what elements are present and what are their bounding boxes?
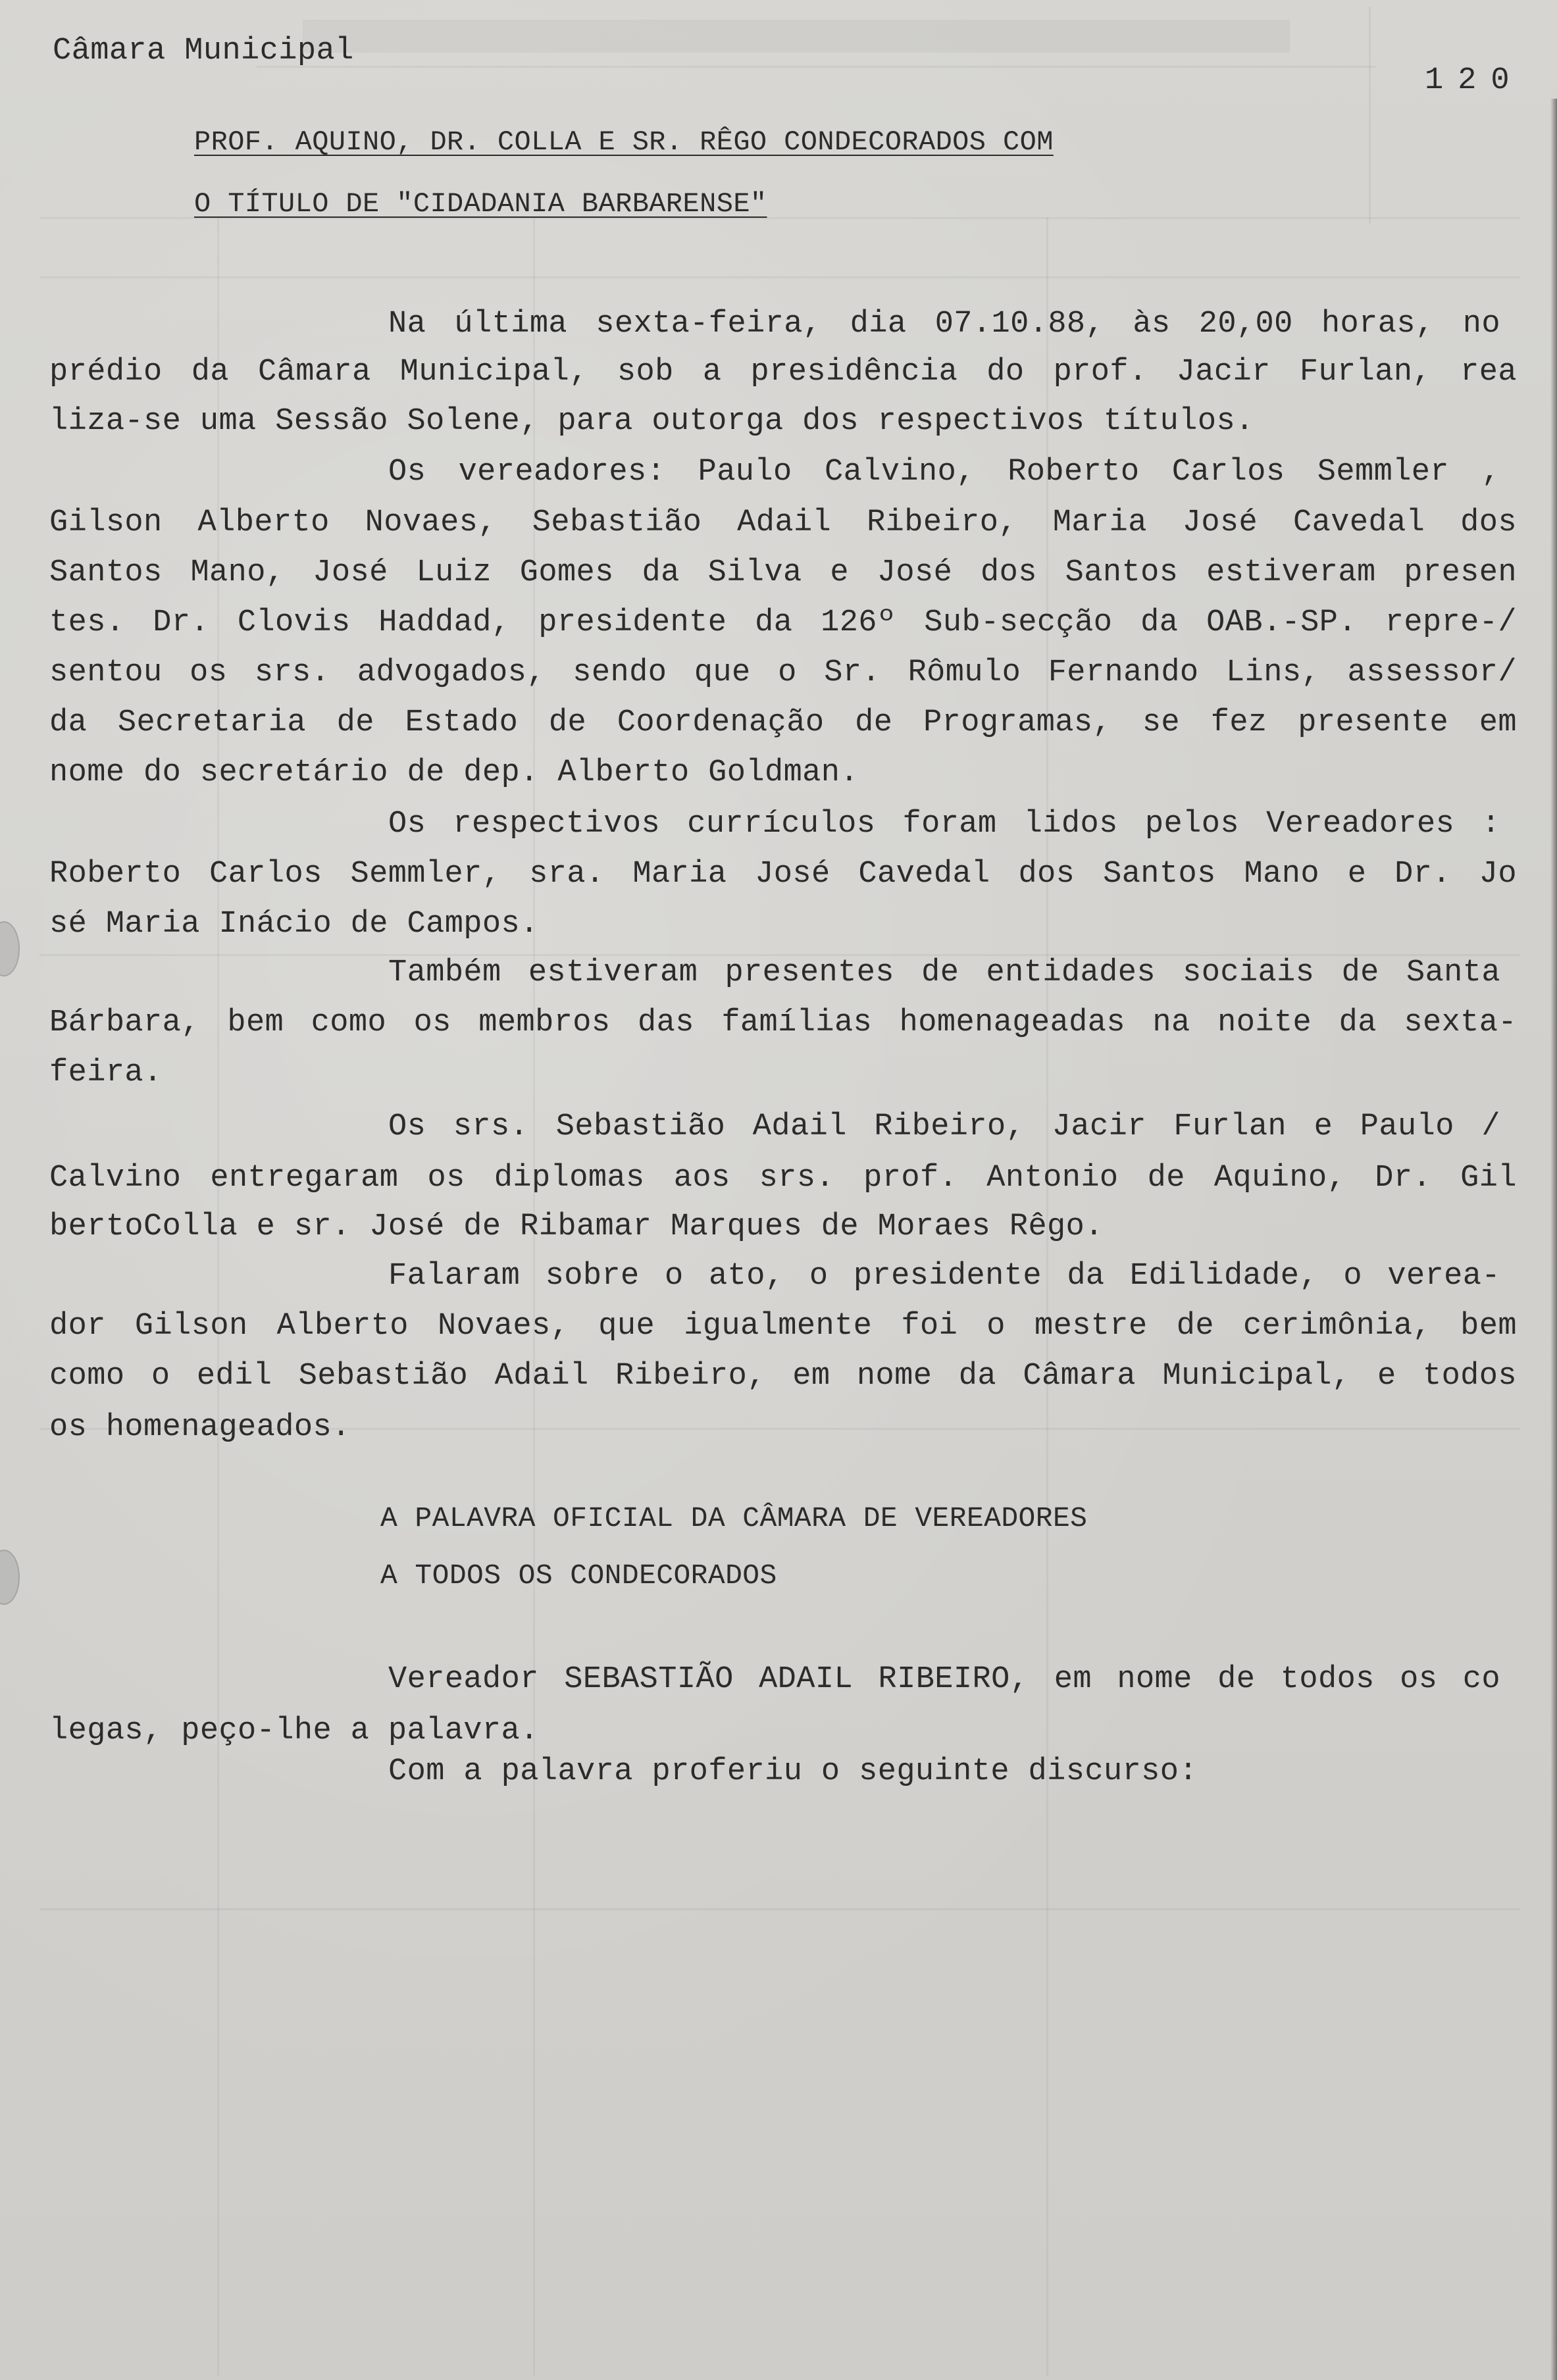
body-line: Os respectivos currículos foram lidos pelos Vereadores : — [388, 807, 1500, 842]
institution-header: Câmara Municipal — [53, 34, 354, 68]
body-line: prédio da Câmara Municipal, sob a presidência do prof. Jacir Furlan, rea — [49, 355, 1517, 390]
bleed-through-row-rule — [39, 1908, 1520, 1910]
section-heading-line-2: A TODOS OS CONDECORADOS — [380, 1559, 777, 1592]
bleed-through-header-text — [303, 13, 1303, 68]
body-line: nome do secretário de dep. Alberto Goldman. — [49, 755, 859, 790]
headline-line-1: PROF. AQUINO, DR. COLLA E SR. RÊGO CONDECORADOS COM — [194, 126, 1054, 158]
body-line: Os vereadores: Paulo Calvino, Roberto Carlos Semmler , — [388, 455, 1500, 490]
body-line: Gilson Alberto Novaes, Sebastião Adail Ribeiro, Maria José Cavedal dos — [49, 505, 1517, 540]
body-line: Falaram sobre o ato, o presidente da Edilidade, o verea- — [388, 1259, 1500, 1294]
body-line: Na última sexta-feira, dia 07.10.88, às 20,00 horas, no — [388, 307, 1500, 342]
body-line: sé Maria Inácio de Campos. — [49, 907, 539, 942]
body-line: bertoColla e sr. José de Ribamar Marques de Moraes Rêgo. — [49, 1209, 1104, 1244]
section-heading-line-1: A PALAVRA OFICIAL DA CÂMARA DE VEREADORES — [380, 1502, 1088, 1534]
body-line: sentou os srs. advogados, sendo que o Sr. Rômulo Fernando Lins, assessor/ — [49, 655, 1517, 690]
body-line: liza-se uma Sessão Solene, para outorga dos respectivos títulos. — [49, 404, 1254, 439]
punch-hole — [0, 921, 20, 976]
body-line: dor Gilson Alberto Novaes, que igualmente foi o mestre de cerimônia, bem — [49, 1309, 1517, 1344]
body-line: tes. Dr. Clovis Haddad, presidente da 126º Sub-secção da OAB.-SP. repre-/ — [49, 605, 1517, 640]
page-edge-shadow — [1550, 99, 1557, 2380]
body-line: Calvino entregaram os diplomas aos srs. prof. Antonio de Aquino, Dr. Gil — [49, 1161, 1517, 1196]
headline-line-2: O TÍTULO DE "CIDADANIA BARBARENSE" — [194, 188, 767, 220]
closing-line: Com a palavra proferiu o seguinte discurso: — [388, 1754, 1198, 1789]
body-line: como o edil Sebastião Adail Ribeiro, em nome da Câmara Municipal, e todos — [49, 1359, 1517, 1394]
page-number: 120 — [1425, 63, 1524, 98]
bleed-through-row-rule — [39, 276, 1520, 278]
bleed-through-column-rule — [1369, 7, 1371, 224]
closing-line: legas, peço-lhe a palavra. — [49, 1713, 539, 1748]
body-line: Santos Mano, José Luiz Gomes da Silva e José dos Santos estiveram presen — [49, 555, 1517, 590]
body-line: da Secretaria de Estado de Coordenação de Programas, se fez presente em — [49, 705, 1517, 740]
body-line: Bárbara, bem como os membros das famílias homenageadas na noite da sexta- — [49, 1005, 1517, 1040]
closing-line: Vereador SEBASTIÃO ADAIL RIBEIRO, em nome de todos os co — [388, 1662, 1500, 1697]
body-line: Os srs. Sebastião Adail Ribeiro, Jacir Furlan e Paulo / — [388, 1109, 1500, 1144]
body-line: Roberto Carlos Semmler, sra. Maria José Cavedal dos Santos Mano e Dr. Jo — [49, 857, 1517, 892]
body-line: os homenageados. — [49, 1410, 351, 1445]
punch-hole — [0, 1550, 20, 1605]
body-line: feira. — [49, 1055, 163, 1090]
body-line: Também estiveram presentes de entidades sociais de Santa — [388, 955, 1500, 990]
